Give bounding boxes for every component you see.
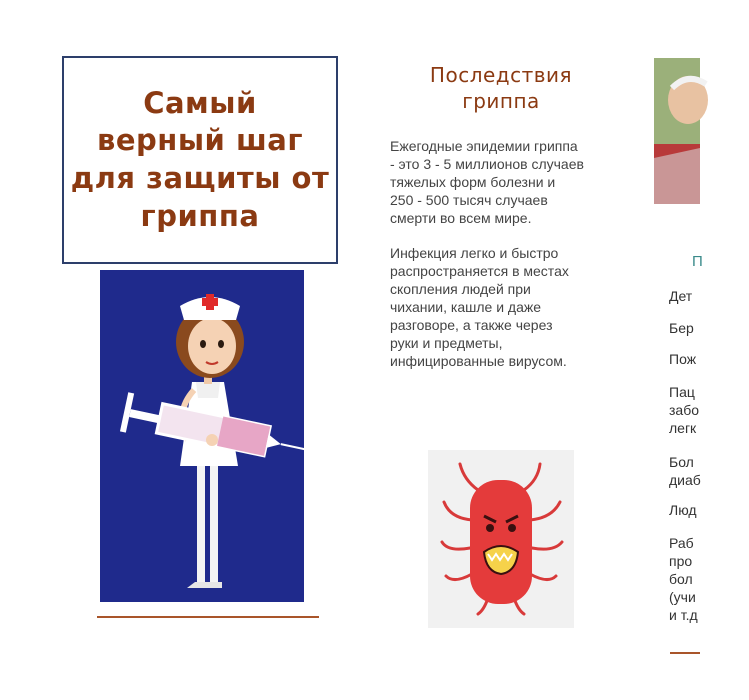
risk-item-2: Бер — [669, 320, 694, 336]
right-divider — [670, 652, 700, 654]
risk-item-1: Дет — [669, 288, 693, 304]
left-divider — [97, 616, 319, 618]
risk-item-4: Пац забо легк — [669, 384, 700, 436]
elderly-man-photo — [654, 58, 700, 204]
virus-monster-icon — [428, 450, 574, 628]
epidemic-paragraph: Ежегодные эпидемии гриппа - это 3 - 5 миллионов случаев тяжелых форм болезни и 250 - 500 тысяч случаев смерти во всем мире. — [390, 138, 584, 226]
right-heading: П — [692, 253, 703, 270]
virus-illustration — [428, 450, 574, 628]
elderly-man-icon — [654, 58, 700, 204]
consequences-heading: Последствия гриппа — [429, 63, 573, 113]
nurse-illustration — [100, 270, 304, 602]
risk-item-5: Бол диаб — [669, 454, 701, 488]
risk-item-3: Пож — [669, 351, 697, 367]
transmission-paragraph: Инфекция легко и быстро распространяется в местах скопления людей при чихании, кашле и даже разговоре, а также через руки и предметы, инфицированные вирусом. — [390, 245, 569, 369]
risk-item-6: Люд — [669, 502, 697, 518]
title-frame — [62, 56, 338, 264]
risk-item-7: Раб про бол (учи и т.д — [669, 535, 698, 623]
nurse-with-syringe-icon — [100, 270, 304, 602]
slide-title: Самый верный шаг для защиты от гриппа — [70, 85, 330, 233]
